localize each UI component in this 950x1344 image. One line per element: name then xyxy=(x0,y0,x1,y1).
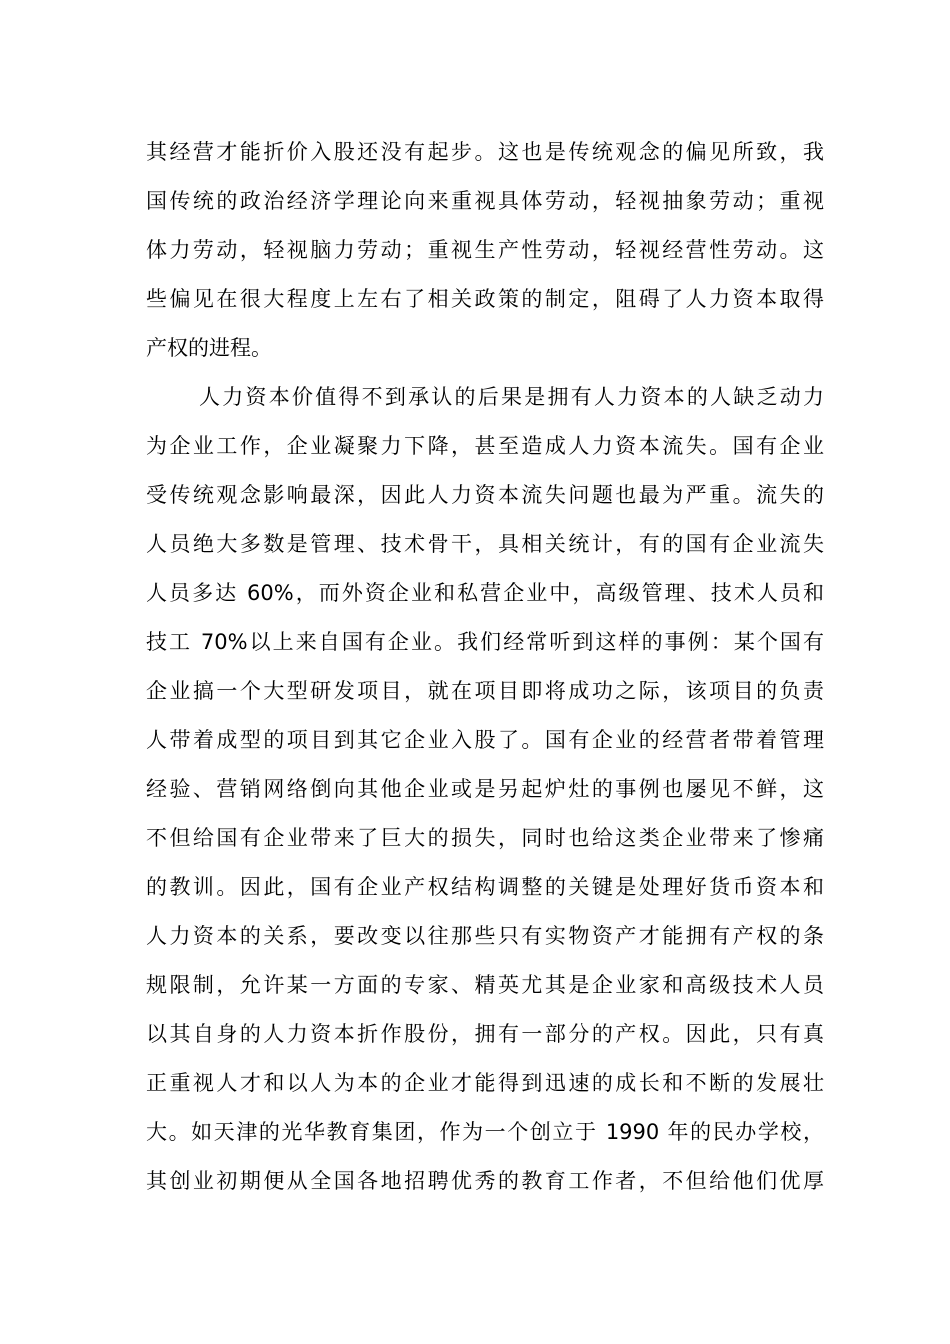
text-line: 其经营才能折价入股还没有起步。这也是传统观念的偏见所致，我 xyxy=(146,140,824,164)
text-line: 人力资本价值得不到承认的后果是拥有人力资本的人缺乏动力 xyxy=(199,385,824,409)
text-line: 些偏见在很大程度上左右了相关政策的制定，阻碍了人力资本取得 xyxy=(146,287,824,311)
text-line: 企业搞一个大型研发项目，就在项目即将成功之际，该项目的负责 xyxy=(146,679,824,703)
text-line: 正重视人才和以人为本的企业才能得到迅速的成长和不断的发展壮 xyxy=(146,1071,824,1095)
text-line: 经验、营销网络倒向其他企业或是另起炉灶的事例也屡见不鲜，这 xyxy=(146,777,824,801)
text-line: 人员多达 60%，而外资企业和私营企业中，高级管理、技术人员和 xyxy=(146,581,824,605)
text-line: 的教训。因此，国有企业产权结构调整的关键是处理好货币资本和 xyxy=(146,875,824,899)
body-text xyxy=(146,128,824,1206)
text-line: 不但给国有企业带来了巨大的损失，同时也给这类企业带来了惨痛 xyxy=(146,826,824,850)
text-line: 产权的进程。 xyxy=(146,336,272,360)
text-line: 体力劳动，轻视脑力劳动；重视生产性劳动，轻视经营性劳动。这 xyxy=(146,238,824,262)
text-line: 大。如天津的光华教育集团，作为一个创立于 1990 年的民办学校， xyxy=(146,1120,824,1144)
paragraph-1 xyxy=(146,128,824,373)
text-line: 以其自身的人力资本折作股份，拥有一部分的产权。因此，只有真 xyxy=(146,1022,824,1046)
text-line: 受传统观念影响最深，因此人力资本流失问题也最为严重。流失的 xyxy=(146,483,824,507)
text-line: 人力资本的关系，要改变以往那些只有实物资产才能拥有产权的条 xyxy=(146,924,824,948)
text-line: 为企业工作，企业凝聚力下降，甚至造成人力资本流失。国有企业 xyxy=(146,434,824,458)
text-line: 人员绝大多数是管理、技术骨干，具相关统计，有的国有企业流失 xyxy=(146,532,824,556)
text-line: 规限制，允许某一方面的专家、精英尤其是企业家和高级技术人员 xyxy=(146,973,824,997)
paragraph-2 xyxy=(146,373,824,1206)
text-line: 人带着成型的项目到其它企业入股了。国有企业的经营者带着管理 xyxy=(146,728,824,752)
text-line: 技工 70%以上来自国有企业。我们经常听到这样的事例：某个国有 xyxy=(146,630,824,654)
text-line: 其创业初期便从全国各地招聘优秀的教育工作者，不但给他们优厚 xyxy=(146,1169,824,1193)
text-line: 国传统的政治经济学理论向来重视具体劳动，轻视抽象劳动；重视 xyxy=(146,189,824,213)
